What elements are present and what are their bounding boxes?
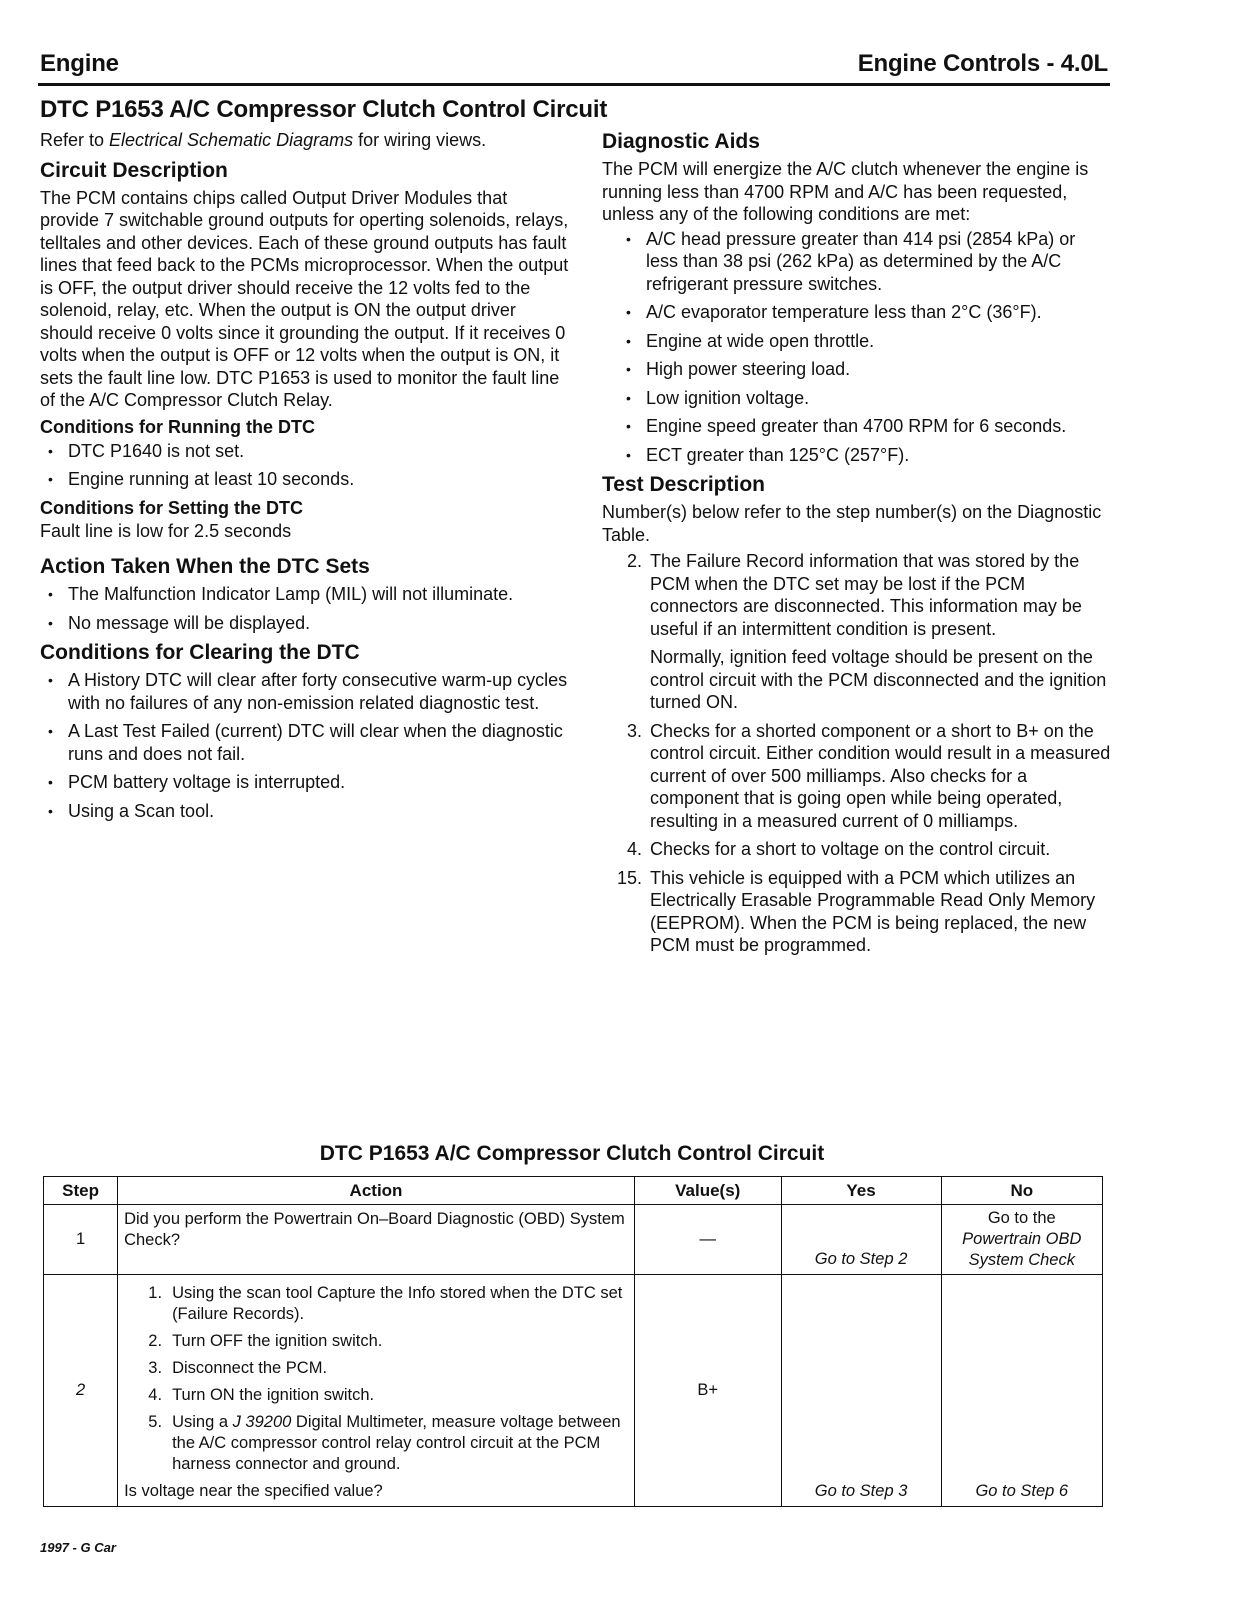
value-cell: B+: [634, 1275, 781, 1507]
no-cell-prefix: Go to the: [987, 1209, 1056, 1227]
value-cell: —: [634, 1205, 781, 1275]
conditions-setting-heading: Conditions for Setting the DTC: [40, 497, 303, 518]
step-text: This vehicle is equipped with a PCM which utilizes an Electrically Erasable Programmable Read Only Memory (EEPROM). When the PCM is being replaced, the new PCM must be programmed.: [650, 867, 1096, 955]
step-text: The Failure Record information that was stored by the PCM when the DTC set may be lost if the PCM connectors are disconnected. This information may be useful if an intermittent condition is present.: [650, 551, 1082, 639]
no-cell: Go to Step 6: [941, 1275, 1102, 1507]
list-item: • A Last Test Failed (current) DTC will clear when the diagnostic runs and does not fail.: [68, 720, 570, 765]
action-question: Is voltage near the specified value?: [124, 1482, 383, 1500]
step-cell: 1: [44, 1205, 118, 1275]
list-item: • DTC P1640 is not set.: [68, 440, 570, 463]
table-header-row: [44, 1177, 1103, 1205]
list-item: • Engine at wide open throttle.: [646, 330, 1112, 353]
list-item: • No message will be displayed.: [68, 612, 570, 635]
list-item: • The Malfunction Indicator Lamp (MIL) will not illuminate.: [68, 583, 570, 606]
no-cell-reference: Powertrain OBD System Check: [962, 1230, 1082, 1269]
list-item: • Engine running at least 10 seconds.: [68, 468, 570, 491]
header-step: Step: [44, 1177, 118, 1205]
test-description-text: Number(s) below refer to the step number(s) on the Diagnostic Table.: [602, 502, 1102, 545]
test-description-steps: [602, 550, 1112, 957]
conditions-running-list: [40, 440, 570, 491]
action-step: 5. Using a J 39200 Digital Multimeter, measure voltage between the A/C compressor control relay control circuit at the PCM harness connector and ground.: [148, 1413, 621, 1473]
step-cell: 2: [44, 1275, 118, 1507]
header-rule: [38, 83, 1110, 86]
footer-text: 1997 - G Car: [40, 1540, 116, 1555]
diagnostic-aids-text: The PCM will energize the A/C clutch whenever the engine is running less than 4700 RPM and A/C has been requested, unless any of the following conditions are met:: [602, 159, 1089, 224]
step-number: 3.: [626, 720, 642, 741]
test-step: [602, 867, 1112, 957]
list-item: • A/C head pressure greater than 414 psi (2854 kPa) or less than 38 psi (262 kPa) as determined by the A/C refrigerant pressure switches.: [646, 228, 1112, 296]
left-column: [40, 129, 570, 828]
action-steps: [124, 1283, 628, 1475]
diagnostic-table: [43, 1176, 1103, 1507]
circuit-description-heading: Circuit Description: [40, 158, 228, 182]
table-row: [44, 1275, 1103, 1507]
conditions-clearing-heading: Conditions for Clearing the DTC: [40, 641, 360, 664]
no-cell: [941, 1205, 1102, 1275]
step-text: Checks for a short to voltage on the control circuit.: [650, 839, 1051, 859]
test-step: [602, 550, 1112, 714]
step-number: 15.: [616, 867, 642, 888]
step-text: Checks for a shorted component or a short to B+ on the control circuit. Either condition would result in a measured current of over 500 milliamps. Also checks for a component that is going open while being operated, resulting in a measured current of 0 milliamps.: [650, 720, 1111, 831]
action-step: 2. Turn OFF the ignition switch.: [148, 1332, 383, 1350]
right-column: [602, 129, 1112, 963]
list-item: • Engine speed greater than 4700 RPM for 6 seconds.: [646, 415, 1112, 438]
header-values: Value(s): [634, 1177, 781, 1205]
list-item: • ECT greater than 125°C (257°F).: [646, 444, 1112, 467]
test-description-heading: Test Description: [602, 473, 765, 496]
list-item: • PCM battery voltage is interrupted.: [68, 771, 570, 794]
step-note: Normally, ignition feed voltage should be present on the control circuit with the PCM disconnected and the ignition turned ON.: [650, 647, 1107, 712]
step-number: 2.: [626, 551, 642, 571]
circuit-description-text: The PCM contains chips called Output Driver Modules that provide 7 switchable ground outputs for operting solenoids, relays, telltales and other devices. Each of these ground outputs has fault lines that feed back to the PCMs microprocessor. When the output is OFF, the output driver should receive the 12 volts fed to the solenoid, relay, etc. When the output is ON the output driver should receive 0 volts since it grounding the output. If it receives 0 volts when the output is OFF or 12 volts when the output is ON, it sets the fault line low. DTC P1653 is used to monitor the fault line of the A/C Compressor Clutch Relay.: [40, 187, 569, 410]
action-step: 1. Using the scan tool Capture the Info stored when the DTC set (Failure Records).: [148, 1284, 623, 1323]
header-yes: Yes: [781, 1177, 941, 1205]
action-taken-list: [40, 583, 570, 634]
test-step: [602, 838, 1112, 861]
list-item: • A/C evaporator temperature less than 2°C (36°F).: [646, 301, 1112, 324]
action-cell: Did you perform the Powertrain On–Board Diagnostic (OBD) System Check?: [118, 1205, 635, 1275]
conditions-clearing-list: [40, 669, 570, 822]
header-action: Action: [118, 1177, 635, 1205]
header-no: No: [941, 1177, 1102, 1205]
test-step: [602, 720, 1112, 833]
page-title: DTC P1653 A/C Compressor Clutch Control Circuit: [40, 96, 608, 123]
list-item: • High power steering load.: [646, 358, 1112, 381]
action-step: 3. Disconnect the PCM.: [148, 1359, 328, 1377]
table-row: [44, 1205, 1103, 1275]
schematic-reference: Electrical Schematic Diagrams: [109, 130, 354, 150]
list-item: • A History DTC will clear after forty consecutive warm-up cycles with no failures of any non-emission related diagnostic test.: [68, 669, 570, 714]
header-chapter-title: Engine Controls - 4.0L: [857, 50, 1108, 77]
step-number: 4.: [626, 839, 642, 859]
conditions-running-heading: Conditions for Running the DTC: [40, 416, 315, 437]
intro-paragraph: Refer to Electrical Schematic Diagrams for wiring views.: [40, 130, 487, 150]
list-item: • Low ignition voltage.: [646, 387, 1112, 410]
action-cell: [118, 1275, 635, 1507]
diagnostic-aids-heading: Diagnostic Aids: [602, 130, 760, 153]
tool-reference: J 39200: [232, 1413, 292, 1431]
table-title: DTC P1653 A/C Compressor Clutch Control Circuit: [319, 1142, 825, 1165]
action-step: 4. Turn ON the ignition switch.: [148, 1386, 375, 1404]
diagnostic-aids-list: [602, 228, 1112, 467]
header-section-title: Engine: [40, 50, 119, 77]
list-item: • Using a Scan tool.: [68, 800, 570, 823]
conditions-setting-text: Fault line is low for 2.5 seconds: [40, 520, 292, 541]
yes-cell: Go to Step 2: [781, 1205, 941, 1275]
yes-cell: Go to Step 3: [781, 1275, 941, 1507]
action-taken-heading: Action Taken When the DTC Sets: [40, 555, 370, 578]
